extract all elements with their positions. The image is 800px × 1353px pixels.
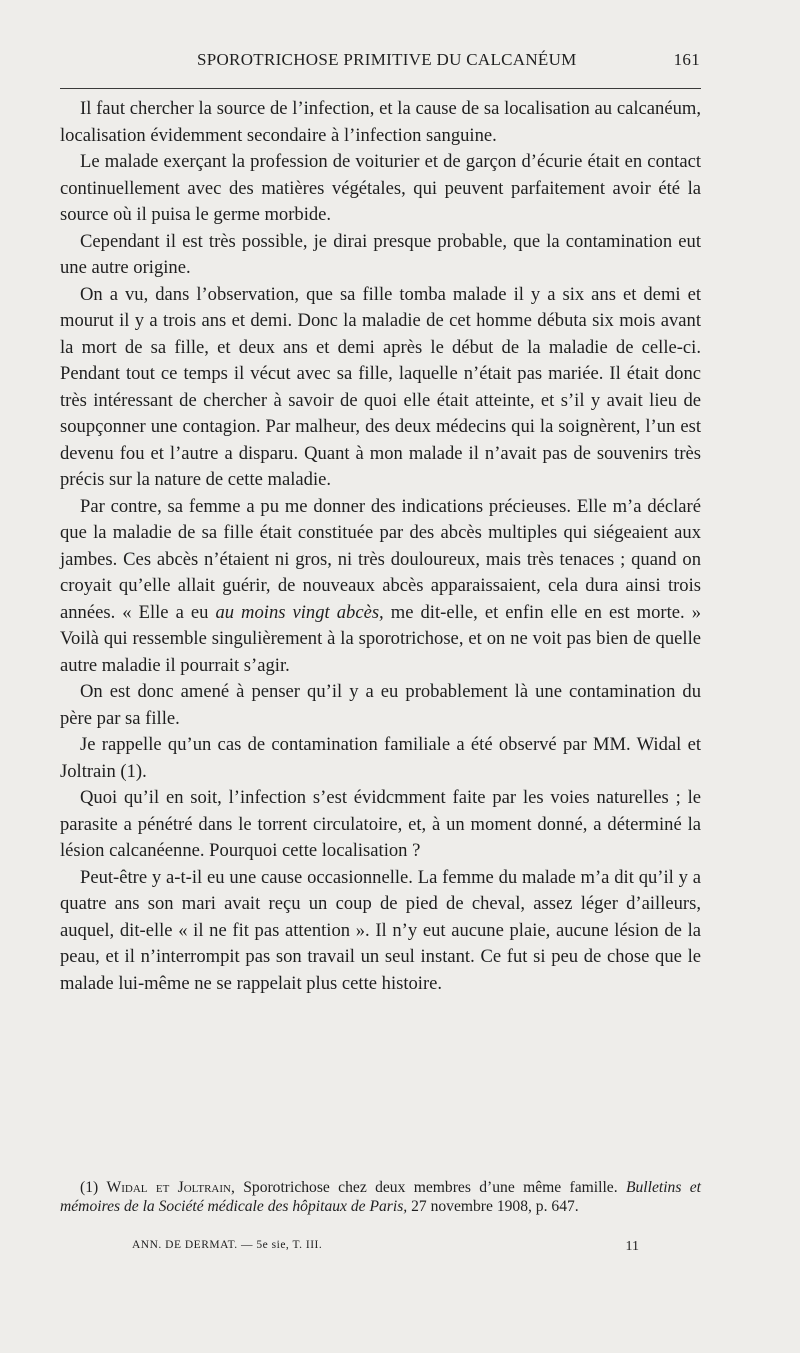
body-text: [60, 96, 701, 997]
paragraph-5-emphasis: au moins vingt abcès,: [215, 601, 384, 623]
paragraph-5: [60, 494, 701, 680]
paragraph-4: On a vu, dans l’observation, que sa fille tomba malade il y a six ans et demi et mourut il y a trois ans et demi. Donc la maladie de cet homme débuta six mois avant la mort de sa fille, et deux ans et demi après le début de la maladie de celle-ci. Pendant tout ce temps il vécut avec sa fille, laquelle n’était pas mariée. Il était donc très intéressant de chercher à savoir de quoi elle était atteinte, et s’il y avait lieu de soupçonner une contagion. Par malheur, des deux médecins qui la soignèrent, l’un est devenu fou et l’autre a disparu. Quant à mon malade il n’avait pas de souvenirs très précis sur la nature de cette maladie.: [60, 283, 701, 490]
footnote-title: Sporotrichose chez deux membres d’une même famille.: [234, 1179, 626, 1196]
paragraph-3: Cependant il est très possible, je dirai presque probable, que la contamination eut une autre origine.: [60, 230, 701, 278]
paragraph-7: Je rappelle qu’un cas de contamination familiale a été observé par MM. Widal et Joltrain (1).: [60, 734, 701, 782]
page-number: 161: [673, 50, 700, 69]
footnote-marker: (1): [80, 1179, 99, 1196]
footnote-details: 27 novembre 1908, p. 647.: [407, 1198, 579, 1215]
paragraph-1: Il faut chercher la source de l’infection, et la cause de sa localisation au calcanéum, localisation évidemment secondaire à l’infection sanguine.: [60, 98, 701, 146]
page-footer: [132, 1239, 639, 1255]
footnote-journal: Bulletins et mémoires de la Société médicale des hôpitaux de Paris,: [60, 1179, 701, 1215]
running-title: SPOROTRICHOSE PRIMITIVE DU CALCANÉUM: [196, 50, 577, 69]
paragraph-2: Le malade exerçant la profession de voiturier et de garçon d’écurie était en contact continuellement avec des matières végétales, qui peuvent parfaitement avoir été la source où il puisa le germe morbide.: [60, 151, 701, 225]
signature-mark: 11: [625, 1239, 639, 1254]
header-rule: [60, 88, 701, 89]
paragraph-5-before: Par contre, sa femme a pu me donner des indications précieuses. Elle m’a déclaré que la maladie de sa fille était constituée par des abcès multiples qui siégeaient aux jambes. Ces abcès n’étaient ni gros, ni très douloureux, mais très tenaces ; quand on croyait qu’elle allait guérir, de nouveaux abcès apparaissaient, cela dura ainsi trois années. « Elle a eu: [60, 495, 701, 623]
paragraph-6: On est donc amené à penser qu’il y a eu probablement là une contamination du père par sa fille.: [60, 681, 701, 729]
journal-reference: ANN. DE DERMAT. — 5e sie, T. III.: [132, 1239, 323, 1251]
footnote: [60, 1178, 701, 1216]
paragraph-5-after: me dit-elle, et enfin elle en est morte. » Voilà qui ressemble singulièrement à la sporotrichose, et on ne voit pas bien de quelle autre maladie il pourrait s’agir.: [60, 601, 701, 676]
paragraph-9: Peut-être y a-t-il eu une cause occasionnelle. La femme du malade m’a dit qu’il y a quatre ans son mari avait reçu un coup de pied de cheval, assez léger d’ailleurs, auquel, dit-elle « il ne fit pas attention ». Il n’y eut aucune plaie, aucune lésion de la peau, et il n’interrompit pas son travail un seul instant. Ce fut si peu de chose que le malade lui-même ne se rappelait plus cette histoire.: [60, 866, 701, 994]
running-header: [60, 50, 700, 70]
footnote-authors: Widal et Joltrain,: [106, 1179, 235, 1196]
paragraph-8: Quoi qu’il en soit, l’infection s’est évidcmment faite par les voies naturelles ; le parasite a pénétré dans le torrent circulatoire, et, à un moment donné, a déterminé la lésion calcanéenne. Pourquoi cette localisation ?: [60, 787, 701, 861]
